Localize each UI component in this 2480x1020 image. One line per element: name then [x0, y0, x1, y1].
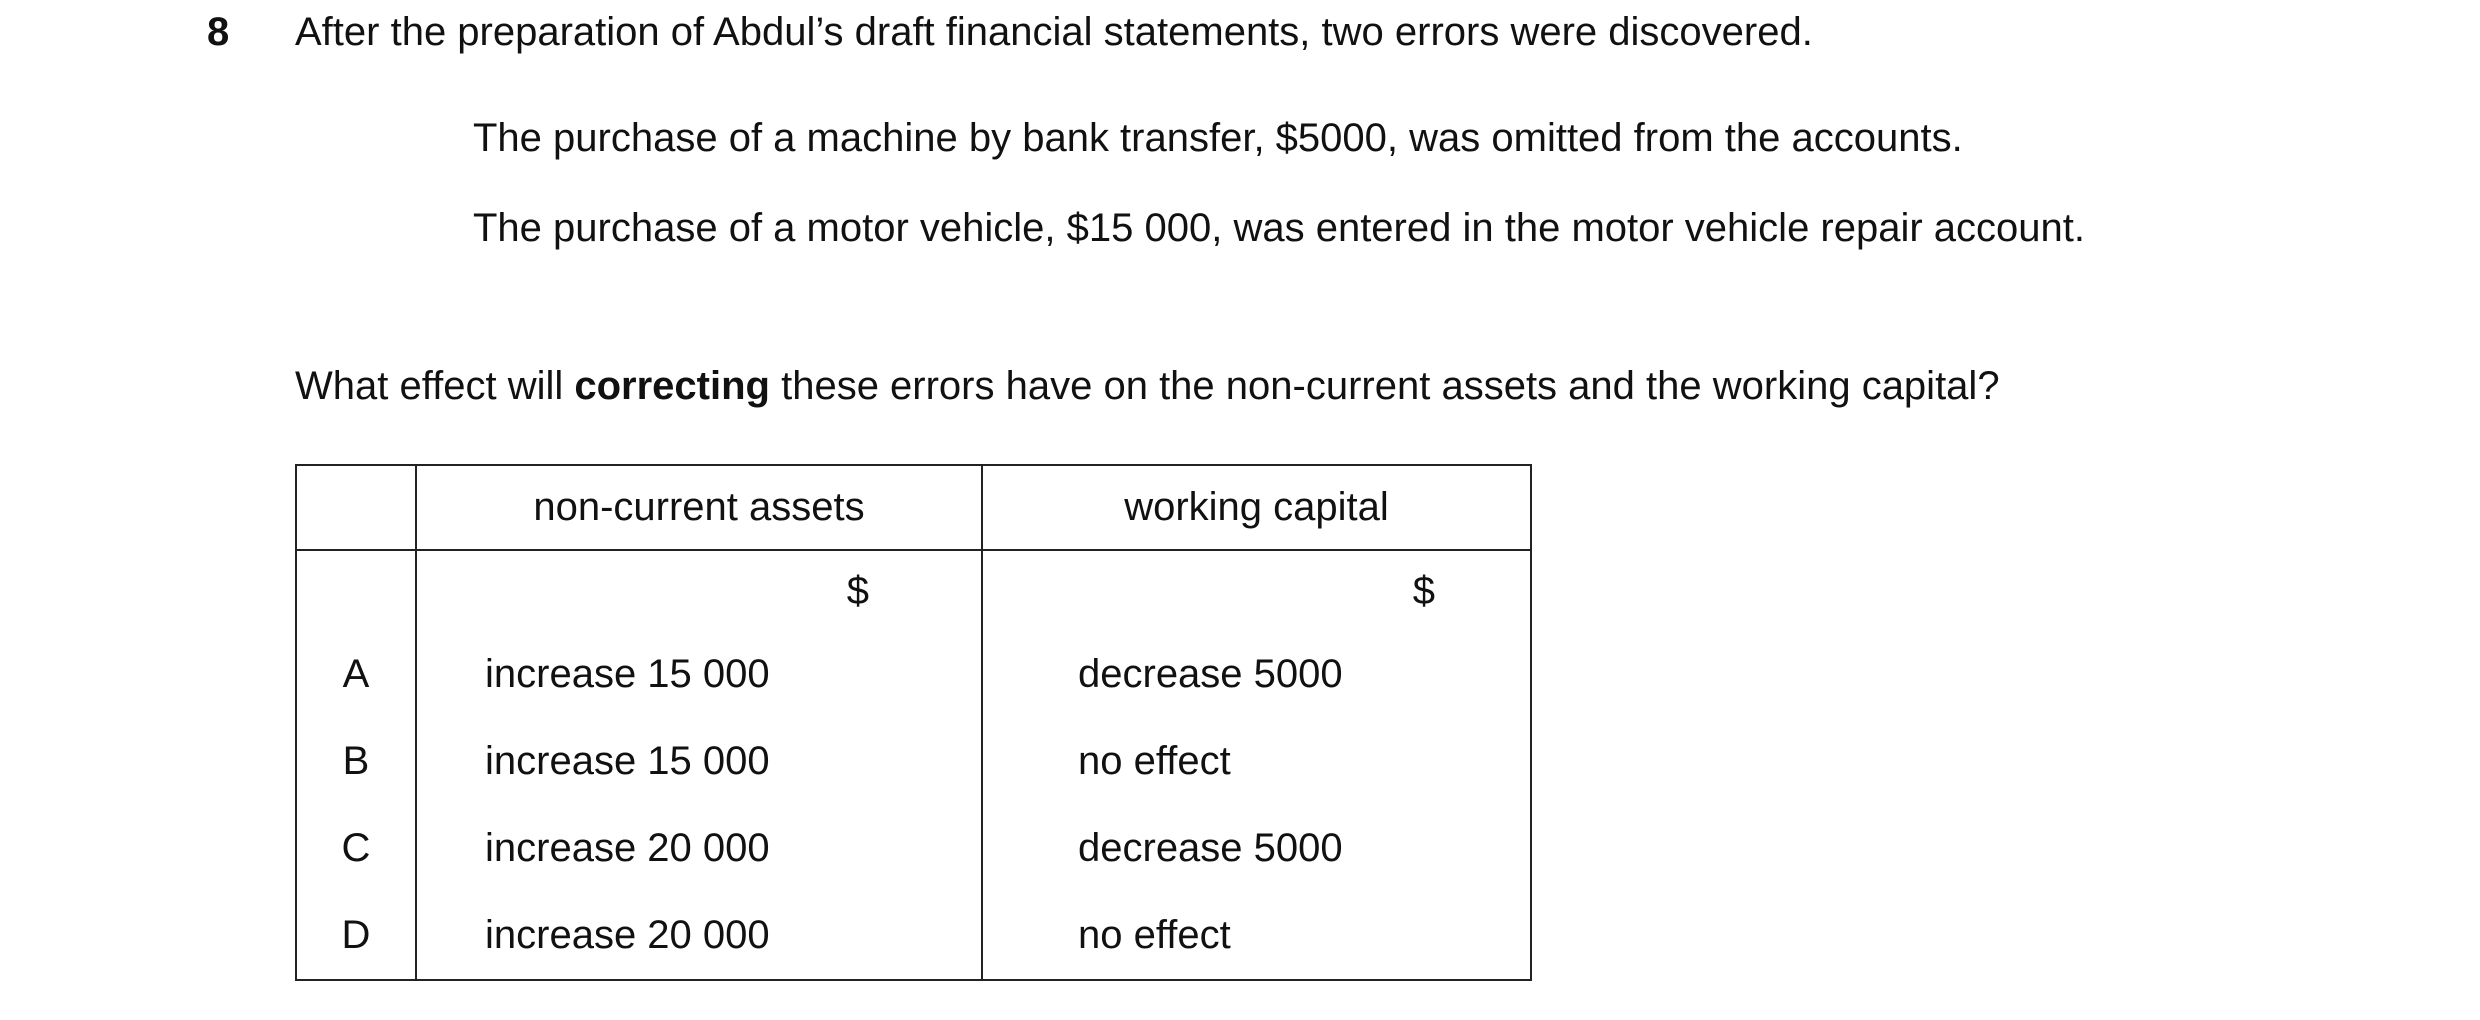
- units-row: [296, 550, 1531, 631]
- option-working-capital: no effect: [982, 718, 1531, 805]
- unit-non-current-assets: $: [416, 550, 982, 631]
- question-prompt: [295, 362, 2000, 410]
- option-row-b[interactable]: [296, 718, 1531, 805]
- option-row-c[interactable]: [296, 805, 1531, 892]
- answer-options-table: [295, 464, 1532, 981]
- question-stem: After the preparation of Abdul’s draft financial statements, two errors were discovered.: [295, 10, 1813, 54]
- error-statement-1: The purchase of a machine by bank transfer, $5000, was omitted from the accounts.: [473, 116, 1963, 160]
- option-non-current-assets: increase 20 000: [416, 805, 982, 892]
- unit-working-capital: $: [982, 550, 1531, 631]
- prompt-text-end: these errors have on the non-current assets and the working capital?: [769, 364, 2000, 408]
- option-letter: C: [296, 805, 416, 892]
- unit-blank: [296, 550, 416, 631]
- option-row-d[interactable]: [296, 892, 1531, 980]
- option-non-current-assets: increase 15 000: [416, 631, 982, 718]
- option-letter: A: [296, 631, 416, 718]
- header-working-capital: working capital: [982, 465, 1531, 550]
- header-non-current-assets: non-current assets: [416, 465, 982, 550]
- error-statement-2: The purchase of a motor vehicle, $15 000, was entered in the motor vehicle repair account.: [473, 206, 2086, 250]
- option-row-a[interactable]: [296, 631, 1531, 718]
- option-letter: B: [296, 718, 416, 805]
- question-number: 8: [207, 10, 230, 54]
- option-non-current-assets: increase 15 000: [416, 718, 982, 805]
- option-working-capital: decrease 5000: [982, 631, 1531, 718]
- prompt-emphasis: correcting: [574, 364, 770, 408]
- header-blank: [296, 465, 416, 550]
- table-header-row: [296, 465, 1531, 550]
- option-non-current-assets: increase 20 000: [416, 892, 982, 980]
- option-working-capital: no effect: [982, 892, 1531, 980]
- prompt-text-start: What effect will: [295, 364, 575, 408]
- option-letter: D: [296, 892, 416, 980]
- option-working-capital: decrease 5000: [982, 805, 1531, 892]
